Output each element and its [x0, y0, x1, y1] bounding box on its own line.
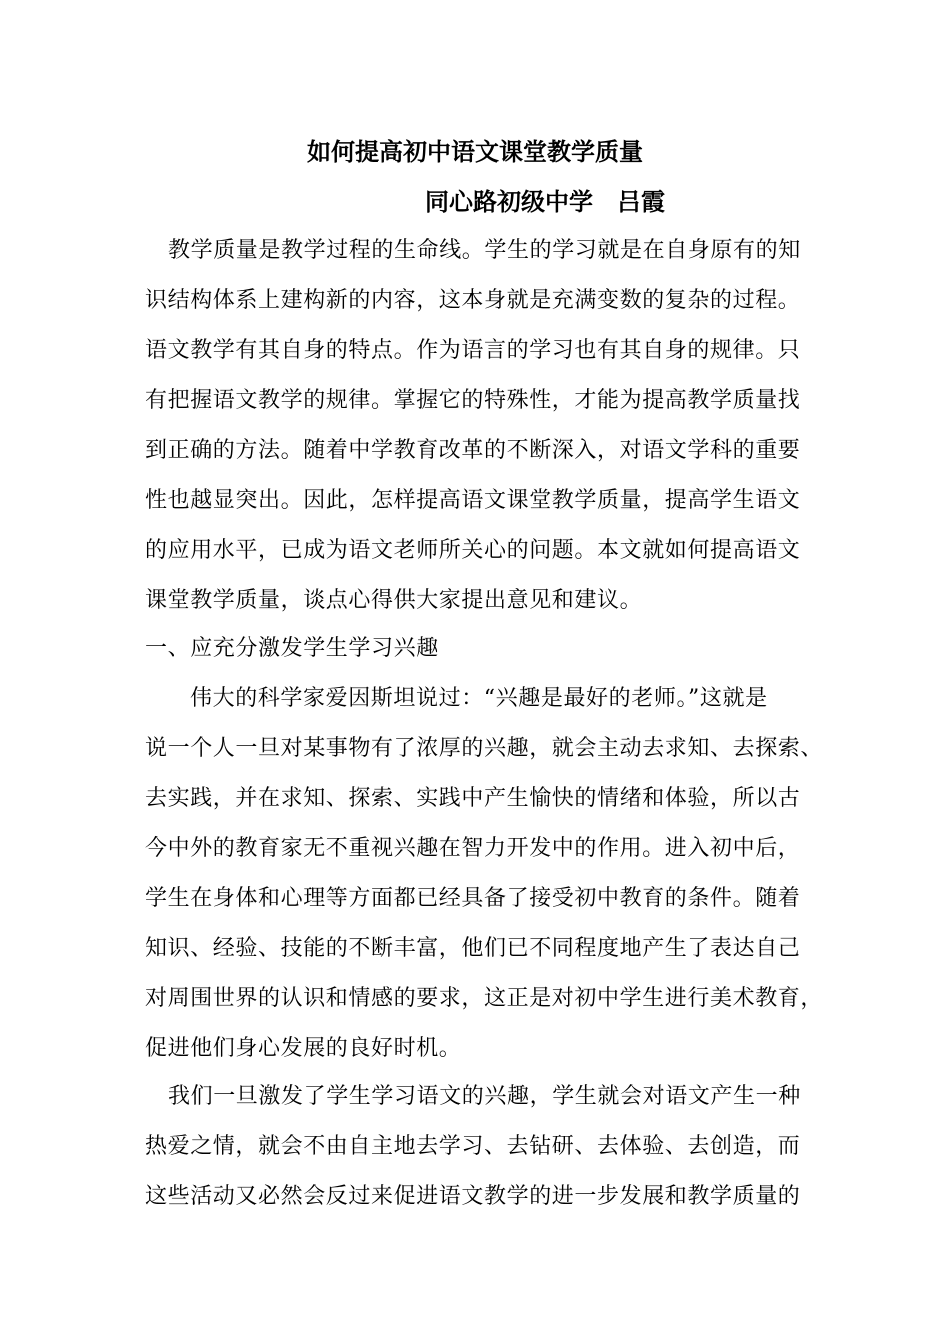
- section-heading: 一、应充分激发学生学习兴趣: [145, 636, 439, 661]
- text-line: 伟大的科学家爱因斯坦说过：“兴趣是最好的老师。”这就是: [190, 686, 768, 711]
- text-line: 热爱之情，就会不由自主地去学习、去钻研、去体验、去创造，而: [145, 1134, 801, 1159]
- text-line: 教学质量是教学过程的生命线。学生的学习就是在自身原有的知: [168, 238, 801, 263]
- text-line: 说一个人一旦对某事物有了浓厚的兴趣，就会主动去求知、去探索、: [145, 736, 824, 761]
- text-line: 我们一旦激发了学生学习语文的兴趣，学生就会对语文产生一种: [168, 1084, 801, 1109]
- text-line: 语文教学有其自身的特点。作为语言的学习也有其自身的规律。只: [145, 338, 801, 363]
- text-line: 的应用水平，已成为语文老师所关心的问题。本文就如何提高语文: [145, 538, 801, 563]
- text-line: 到正确的方法。随着中学教育改革的不断深入，对语文学科的重要: [145, 438, 801, 463]
- text-line: 去实践，并在求知、探索、实践中产生愉快的情绪和体验，所以古: [145, 786, 801, 811]
- text-line: 促进他们身心发展的良好时机。: [145, 1036, 462, 1061]
- text-line: 今中外的教育家无不重视兴趣在智力开发中的作用。进入初中后，: [145, 836, 801, 861]
- page-title: 如何提高初中语文课堂教学质量: [307, 137, 643, 166]
- text-line: 课堂教学质量，谈点心得供大家提出意见和建议。: [145, 588, 643, 613]
- text-line: 性也越显突出。因此，怎样提高语文课堂教学质量，提高学生语文: [145, 488, 801, 513]
- text-line: 这些活动又必然会反过来促进语文教学的进一步发展和教学质量的: [145, 1184, 801, 1209]
- text-line: 学生在身体和心理等方面都已经具备了接受初中教育的条件。随着: [145, 886, 801, 911]
- text-line: 对周围世界的认识和情感的要求，这正是对初中学生进行美术教育，: [145, 986, 824, 1011]
- text-line: 有把握语文教学的规律。掌握它的特殊性，才能为提高教学质量找: [145, 388, 801, 413]
- text-line: 识结构体系上建构新的内容，这本身就是充满变数的复杂的过程。: [145, 288, 801, 313]
- author-line: 同心路初级中学 吕霞: [425, 187, 665, 216]
- text-line: 知识、经验、技能的不断丰富，他们已不同程度地产生了表达自己: [145, 936, 801, 961]
